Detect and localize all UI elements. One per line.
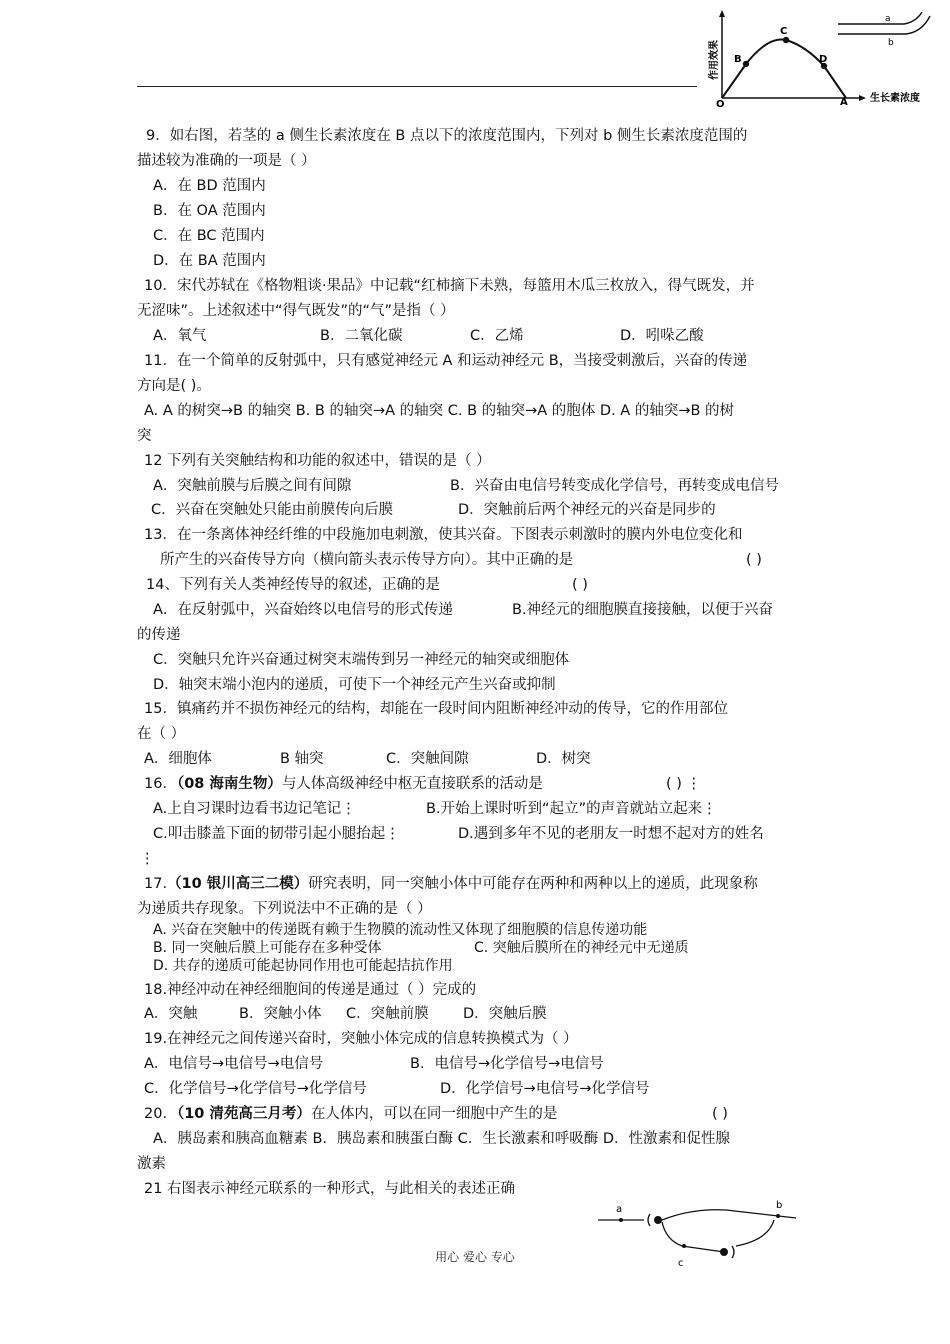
q16-option-c: C.叩击膝盖下面的韧带引起小腿抬起⋮ <box>153 826 400 842</box>
point-o-label: O <box>716 99 725 108</box>
q10-option-b: B．二氧化碳 <box>320 328 403 344</box>
q14-answer-paren: ( ) <box>572 577 588 593</box>
q17-line2: 为递质共存现象。下列说法中不正确的是（ ） <box>137 901 432 917</box>
q11-options-cont: 突 <box>137 428 152 444</box>
q18-option-c: C．突触前膜 <box>346 1006 429 1022</box>
q9-line1: 9．如右图，若茎的 a 侧生长素浓度在 B 点以下的浓度范围内，下列对 b 侧生长素浓度范围的 <box>146 128 748 144</box>
q17-source: （10 银川高三二模） <box>167 876 309 892</box>
q14-stem: 14、下列有关人类神经传导的叙述，正确的是 <box>146 577 440 593</box>
q18-option-b: B．突触小体 <box>239 1006 322 1022</box>
q14-option-a: A．在反射弧中，兴奋始终以电信号的形式传递 <box>153 602 453 618</box>
q18-stem: 18.神经冲动在神经细胞间的传递是通过（ ）完成的 <box>144 982 477 998</box>
header-rule <box>137 86 697 87</box>
point-c-label: C <box>780 26 788 37</box>
q20-stem-text: 在人体内，可以在同一细胞中产生的是 <box>310 1106 558 1122</box>
q10-option-a: A．氧气 <box>153 328 207 344</box>
q9-option-b: B．在 OA 范围内 <box>153 203 266 219</box>
q16-option-d-cont: ⋮ <box>140 851 155 867</box>
stem-label-a: a <box>885 14 891 24</box>
q15-option-a: A．细胞体 <box>144 751 212 767</box>
q21-stem: 21 右图表示神经元联系的一种形式，与此相关的表述正确 <box>144 1181 516 1197</box>
q15-line1: 15．镇痛药并不损伤神经元的结构，却能在一段时间内阻断神经冲动的传导，它的作用部位 <box>144 701 728 717</box>
neuron-label-b: b <box>776 1200 783 1211</box>
q16-option-b: B.开始上课时听到“起立”的声音就站立起来⋮ <box>426 801 717 817</box>
q12-stem: 12 下列有关突触结构和功能的叙述中，错误的是（ ） <box>144 453 491 469</box>
stem-figure <box>838 12 930 48</box>
q20-number: 20． <box>144 1106 177 1122</box>
q17-option-a: A. 兴奋在突触中的传递既有赖于生物膜的流动性又体现了细胞膜的信息传递功能 <box>153 922 648 938</box>
neuron-label-c: c <box>678 1258 684 1269</box>
point-d-label: D <box>819 54 828 65</box>
q15-line2: 在（ ） <box>137 726 186 742</box>
q16-answer-paren: ( ) ⋮ <box>666 776 702 792</box>
q20-answer-paren: ( ) <box>712 1106 728 1122</box>
q17-line1-text: 研究表明，同一突触小体中可能存在两种和两种以上的递质，此现象称 <box>308 876 758 892</box>
q15-option-b: B 轴突 <box>280 751 324 767</box>
q12-option-b: B．兴奋由电信号转变成化学信号，再转变成电信号 <box>450 478 779 494</box>
q11-line2: 方向是( )。 <box>137 378 211 394</box>
q16-option-a: A.上自习课时边看书边记笔记⋮ <box>153 801 356 817</box>
q17-line1 <box>144 874 758 894</box>
q10-option-d: D．吲哚乙酸 <box>620 328 704 344</box>
q14-option-b-cont: 的传递 <box>137 627 181 643</box>
q11-line1: 11．在一个简单的反射弧中，只有感觉神经元 A 和运动神经元 B，当接受刺激后，兴奋的传递 <box>144 353 748 369</box>
y-axis-label: 作用效果 <box>709 40 720 80</box>
q14-option-b: B.神经元的细胞膜直接接触，以便于兴奋 <box>512 602 774 618</box>
q13-line2: 所产生的兴奋传导方向（横向箭头表示传导方向）。其中正确的是 <box>160 552 574 568</box>
q15-option-c: C．突触间隙 <box>386 751 469 767</box>
q20-options: A．胰岛素和胰高血糖素 B．胰岛素和胰蛋白酶 C．生长激素和呼吸酶 D．性激素和促性腺 <box>153 1131 730 1147</box>
stem-label-b: b <box>888 38 894 48</box>
q11-options: A. A 的树突→B 的轴突 B. B 的轴突→A 的轴突 C. B 的轴突→A 的胞体 D. A 的轴突→B 的树 <box>144 403 735 419</box>
q17-number: 17. <box>144 876 168 892</box>
q10-option-c: C．乙烯 <box>470 328 524 344</box>
q16-source: （08 海南生物） <box>176 776 282 792</box>
q16-stem-text: 与人体高级神经中枢无直接联系的活动是 <box>281 776 543 792</box>
q9-option-c: C．在 BC 范围内 <box>153 228 265 244</box>
x-axis-label: 生长素浓度 <box>870 93 920 104</box>
q13-line1: 13．在一条离体神经纤维的中段施加电刺激，使其兴奋。下图表示刺激时的膜内外电位变化和 <box>144 527 743 543</box>
q17-option-d: D. 共存的递质可能起协同作用也可能起拮抗作用 <box>153 958 453 974</box>
q10-line2: 无涩味”。上述叙述中“得气既发”的“气”是指（ ） <box>137 303 455 319</box>
q19-option-c: C．化学信号→化学信号→化学信号 <box>144 1081 367 1097</box>
q19-stem: 19.在神经元之间传递兴奋时，突触小体完成的信息转换模式为（ ） <box>144 1031 578 1047</box>
q19-option-b: B．电信号→化学信号→电信号 <box>410 1056 604 1072</box>
q14-option-d: D．轴突末端小泡内的递质，可使下一个神经元产生兴奋或抑制 <box>153 677 556 693</box>
q15-option-d: D．树突 <box>536 751 591 767</box>
q19-option-a: A．电信号→电信号→电信号 <box>144 1056 324 1072</box>
q9-option-a: A．在 BD 范围内 <box>153 178 266 194</box>
q17-option-b: B. 同一突触后膜上可能存在多种受体 <box>153 940 382 956</box>
q9-line2: 描述较为准确的一项是（ ） <box>137 153 316 169</box>
q16-stem <box>144 774 543 794</box>
neuron-label-a: a <box>616 1204 623 1215</box>
q12-option-a: A．突触前膜与后膜之间有间隙 <box>153 478 352 494</box>
auxin-effect-graph <box>690 8 940 108</box>
q19-option-d: D．化学信号→电信号→化学信号 <box>440 1081 650 1097</box>
q10-line1: 10．宋代苏轼在《格物粗谈·果品》中记载“红柿摘下未熟，每篮用木瓜三枚放入，得气既发，并 <box>144 278 755 294</box>
q17-option-c: C. 突触后膜所在的神经元中无递质 <box>474 940 689 956</box>
point-b-label: B <box>734 54 742 65</box>
page-footer: 用心 爱心 专心 <box>435 1250 515 1264</box>
q14-option-c: C．突触只允许兴奋通过树突末端传到另一神经元的轴突或细胞体 <box>153 652 570 668</box>
point-a-label: A <box>840 97 848 108</box>
q18-option-a: A．突触 <box>144 1006 198 1022</box>
q16-option-d: D.遇到多年不见的老朋友一时想不起对方的姓名 <box>458 826 764 842</box>
q18-option-d: D．突触后膜 <box>463 1006 547 1022</box>
q20-options-cont: 激素 <box>137 1156 166 1172</box>
q13-answer-paren: ( ) <box>746 552 762 568</box>
q12-option-d: D．突触前后两个神经元的兴奋是同步的 <box>458 502 716 518</box>
q20-source: （10 清苑高三月考） <box>176 1106 311 1122</box>
q9-option-d: D．在 BA 范围内 <box>153 253 266 269</box>
q12-option-c: C．兴奋在突触处只能由前膜传向后膜 <box>151 502 394 518</box>
q16-number: 16． <box>144 776 177 792</box>
q20-stem <box>144 1104 557 1124</box>
